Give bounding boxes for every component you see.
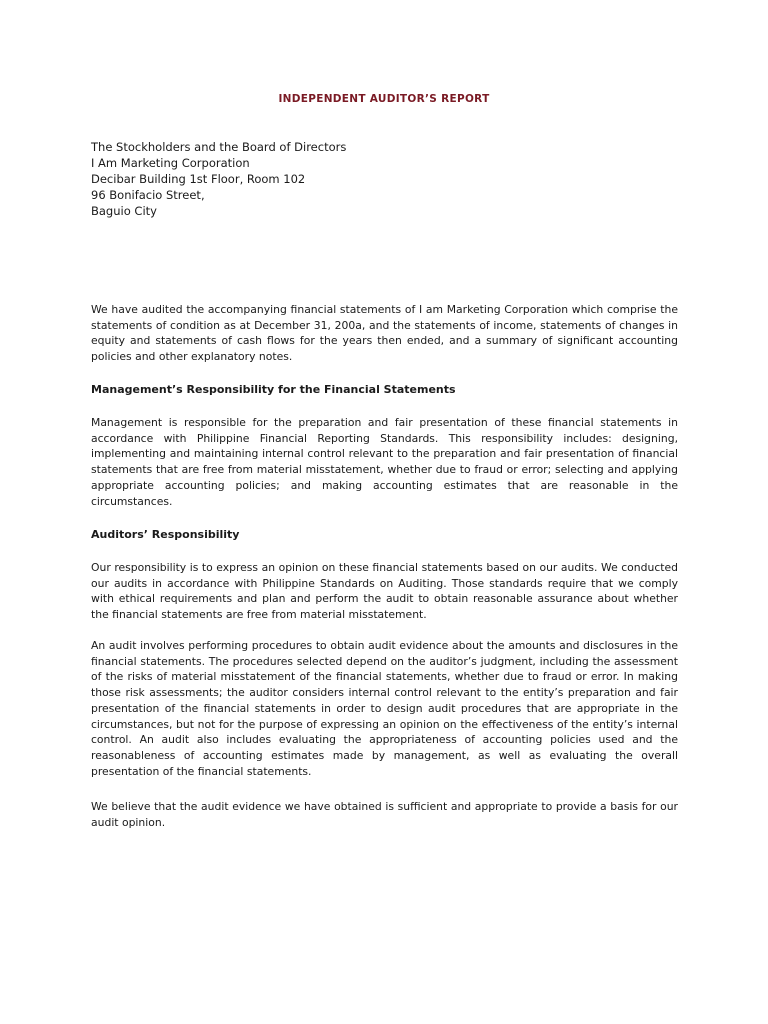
addressee-line: The Stockholders and the Board of Directors xyxy=(91,140,347,154)
report-title: INDEPENDENT AUDITOR’S REPORT xyxy=(278,93,490,105)
auditors-responsibility-heading: Auditors’ Responsibility xyxy=(91,528,240,541)
management-responsibility-paragraph: Management is responsible for the preparation and fair presentation of these financial statements in accordance with Philippine Financial Reporting Standards. This responsibility includes: designing, implementing and maintaining internal control relevant to the preparation and fair presentation of financial statements that are free from material misstatement, whether due to fraud or error; selecting and applying appropriate accounting policies; and making accounting estimates that are reasonable in the circumstances. xyxy=(91,416,678,508)
auditors-responsibility-paragraph-3: We believe that the audit evidence we have obtained is sufficient and appropriate to provide a basis for our audit opinion. xyxy=(91,800,678,829)
addressee-building: Decibar Building 1st Floor, Room 102 xyxy=(91,172,306,186)
auditors-responsibility-paragraph-1: Our responsibility is to express an opinion on these financial statements based on our audits. We conducted our audits in accordance with Philippine Standards on Auditing. Those standards require that we comply with ethical requirements and plan and perform the audit to obtain reasonable assurance about whether the financial statements are free from material misstatement. xyxy=(91,561,678,622)
addressee-street: 96 Bonifacio Street, xyxy=(91,188,205,202)
management-responsibility-heading: Management’s Responsibility for the Financial Statements xyxy=(91,383,456,396)
intro-paragraph: We have audited the accompanying financial statements of I am Marketing Corporation which comprise the statements of condition as at December 31, 200a, and the statements of income, statements of changes in equity and statements of cash flows for the years then ended, and a summary of significant accounting policies and other explanatory notes. xyxy=(91,303,678,364)
addressee-block xyxy=(91,139,651,219)
auditors-responsibility-paragraph-2: An audit involves performing procedures to obtain audit evidence about the amounts and disclosures in the financial statements. The procedures selected depend on the auditor’s judgment, including the assessment of the risks of material misstatement of the financial statements, whether due to fraud or error. In making those risk assessments; the auditor considers internal control relevant to the entity’s preparation and fair presentation of the financial statements in order to design audit procedures that are appropriate in the circumstances, but not for the purpose of expressing an opinion on the effectiveness of the entity’s internal control. An audit also includes evaluating the appropriateness of accounting policies used and the reasonableness of accounting estimates made by management, as well as evaluating the overall presentation of the financial statements. xyxy=(91,639,678,778)
addressee-city: Baguio City xyxy=(91,204,157,218)
addressee-company: I Am Marketing Corporation xyxy=(91,156,250,170)
